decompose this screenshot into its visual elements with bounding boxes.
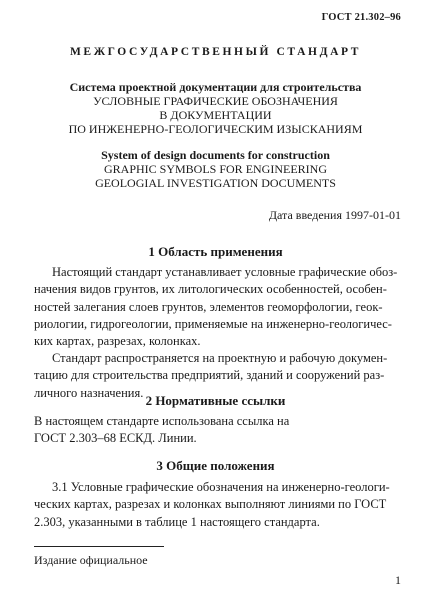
text-line: личного назначения. — [34, 385, 144, 400]
text-line: Стандарт распространяется на проектную и рабочую докумен- — [52, 351, 388, 365]
section-3-heading: 3 Общие положения — [156, 458, 275, 473]
english-title — [30, 148, 401, 190]
english-title-line-1: System of design documents for construction — [101, 148, 330, 162]
text-line: Настоящий стандарт устанавливает условные графические обоз- — [52, 265, 398, 279]
text-line: В настоящем стандарте использована ссылка на — [34, 414, 290, 428]
russian-title-line-1: Система проектной документации для строительства — [69, 80, 362, 94]
standard-number: ГОСТ 21.302–96 — [321, 12, 401, 23]
english-title-line-2: GRAPHIC SYMBOLS FOR ENGINEERING — [103, 162, 328, 176]
text-line: ГОСТ 2.303–68 ЕСКД. Линии. — [34, 431, 197, 446]
section-3-paragraph-1 — [34, 479, 401, 531]
text-line: тацию для строительства предприятий, зданий и сооружений раз- — [34, 368, 385, 383]
footer-divider — [34, 546, 164, 547]
section-1-heading: 1 Область применения — [148, 244, 283, 259]
text-line: риологии, гидрогеологии, применяемые на инженерно-геологичес- — [34, 316, 392, 331]
introduction-date: Дата введения 1997-01-01 — [268, 208, 401, 222]
russian-title-line-4: ПО ИНЖЕНЕРНО-ГЕОЛОГИЧЕСКИМ ИЗЫСКАНИЯМ — [68, 122, 363, 136]
section-2-heading: 2 Нормативные ссылки — [145, 393, 286, 408]
text-line: ческих картах, разрезах и колонках выполняют линиями по ГОСТ — [34, 497, 387, 512]
section-2-paragraph-1 — [34, 413, 401, 448]
russian-title-line-3: В ДОКУМЕНТАЦИИ — [159, 108, 272, 122]
edition-label: Издание официальное — [34, 553, 148, 567]
text-line: 2.303, указанными в таблице 1 настоящего стандарта. — [34, 514, 320, 529]
text-line: 3.1 Условные графические обозначения на инженерно-геологи- — [52, 480, 390, 494]
text-line: ких картах, разрезах, колонках. — [34, 334, 201, 349]
text-line: начения видов грунтов, их литологических особенностей, особен- — [34, 282, 387, 297]
page-number: 1 — [395, 573, 401, 587]
interstate-standard-label: МЕЖГОСУДАРСТВЕННЫЙ СТАНДАРТ — [69, 46, 362, 58]
russian-title — [30, 80, 401, 136]
section-1-paragraph-1 — [34, 264, 401, 350]
russian-title-line-2: УСЛОВНЫЕ ГРАФИЧЕСКИЕ ОБОЗНАЧЕНИЯ — [93, 94, 338, 108]
text-line: ностей залегания слоев грунтов, элементов геоморфологии, геок- — [34, 299, 383, 314]
english-title-line-3: GEOLOGIAL INVESTIGATION DOCUMENTS — [95, 176, 336, 190]
